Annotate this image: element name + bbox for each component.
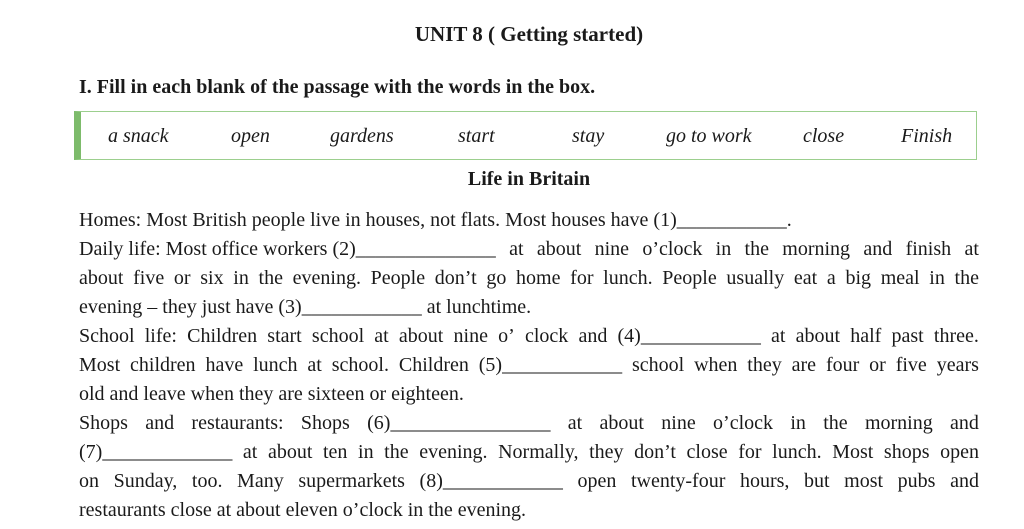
- passage-line: [79, 351, 979, 380]
- passage-word: (6)________________: [367, 412, 551, 434]
- passage-word: shops: [883, 441, 930, 463]
- passage-word: home: [516, 267, 561, 289]
- passage-word: too.: [191, 470, 223, 492]
- passage-word: at: [567, 412, 583, 434]
- passage-word: (8)____________: [419, 470, 563, 492]
- passage-word: Children: [187, 325, 258, 347]
- passage-word: about: [599, 412, 644, 434]
- passage-word: about: [398, 325, 444, 347]
- passage-word: open: [577, 470, 617, 492]
- passage-word: School: [79, 325, 135, 347]
- passage-word: children: [130, 354, 196, 376]
- passage-word: at: [374, 325, 389, 347]
- passage-word: Most: [832, 441, 874, 463]
- passage-word: o’clock: [713, 412, 774, 434]
- passage-word: Many: [237, 470, 284, 492]
- passage-word: morning: [782, 238, 851, 260]
- passage-word: o’clock: [642, 238, 703, 260]
- passage-word: the: [954, 267, 979, 289]
- passage-word: school.: [331, 354, 389, 376]
- passage-word: ten: [322, 441, 348, 463]
- passage-word: about: [795, 325, 841, 347]
- passage-word: Sunday,: [113, 470, 178, 492]
- passage-word: and: [863, 238, 893, 260]
- word-option: Finish: [901, 125, 953, 147]
- passage-word: Shops: [79, 412, 128, 434]
- passage-word: open: [940, 441, 979, 463]
- passage-word: Children: [398, 354, 469, 376]
- passage-word: eat: [793, 267, 818, 289]
- passage-word: evening.: [419, 441, 488, 463]
- passage-word: don’t: [434, 267, 477, 289]
- passage-word: go: [486, 267, 507, 289]
- passage-word: when: [694, 354, 738, 376]
- passage-word: at: [307, 354, 322, 376]
- passage-word: they: [589, 441, 624, 463]
- passage-word: life:: [144, 325, 177, 347]
- passage-word: at: [964, 238, 979, 260]
- passage-word: Homes: Most British people live in houses, not flats. Most houses have (1)___________.: [79, 209, 792, 231]
- passage-line: [79, 206, 979, 235]
- passage-word: and: [578, 325, 608, 347]
- passage-word: People: [662, 267, 717, 289]
- passage-word: supermarkets: [298, 470, 405, 492]
- passage-word: in: [929, 267, 945, 289]
- passage-word: at: [771, 325, 786, 347]
- passage-word: but: [804, 470, 830, 492]
- passage-word: school: [631, 354, 685, 376]
- passage-word: about: [79, 267, 124, 289]
- section-heading: I. Fill in each blank of the passage with the words in the box.: [79, 76, 596, 98]
- passage-word: or: [869, 354, 886, 376]
- passage-word: on: [79, 470, 99, 492]
- passage-word: don’t: [634, 441, 676, 463]
- passage-word: have: [205, 354, 244, 376]
- passage-line: [79, 496, 979, 525]
- passage-word: evening.: [292, 267, 361, 289]
- passage-word: nine: [661, 412, 696, 434]
- passage-word: usually: [726, 267, 785, 289]
- word-option: close: [803, 125, 845, 147]
- word-option: start: [458, 125, 495, 147]
- passage-word: in: [233, 267, 249, 289]
- passage-word: pubs: [897, 470, 936, 492]
- passage-word: and: [950, 412, 979, 434]
- passage-word: at: [242, 441, 258, 463]
- passage-word: People: [370, 267, 426, 289]
- passage-word: the: [384, 441, 409, 463]
- passage-word: meal: [880, 267, 920, 289]
- passage-word: about: [267, 441, 313, 463]
- passage-word: lunch.: [772, 441, 822, 463]
- passage-word: four: [825, 354, 860, 376]
- passage-word: nine: [594, 238, 630, 260]
- passage-line: [79, 322, 979, 351]
- passage-word: years: [936, 354, 979, 376]
- passage-word: about: [536, 238, 582, 260]
- passage-word: and: [950, 470, 979, 492]
- word-option: go to work: [666, 125, 752, 147]
- passage-word: are: [791, 354, 817, 376]
- passage-word: in: [715, 238, 732, 260]
- passage-word: at: [509, 238, 524, 260]
- passage-word: clock: [524, 325, 569, 347]
- passage-word: o’: [498, 325, 515, 347]
- passage-word: the: [823, 412, 848, 434]
- passage-line: [79, 235, 979, 264]
- passage-word: (7)_____________: [79, 441, 233, 463]
- passage-word: lunch.: [603, 267, 653, 289]
- passage-word: the: [258, 267, 283, 289]
- passage-word: start: [267, 325, 302, 347]
- passage-word: twenty-four: [630, 470, 726, 492]
- passage-word: Shops: [300, 412, 350, 434]
- passage-word: past: [891, 325, 924, 347]
- unit-title: UNIT 8 ( Getting started): [414, 22, 644, 46]
- passage-word: (5)____________: [478, 354, 623, 376]
- word-option: stay: [572, 125, 605, 147]
- passage-word: restaurants:: [191, 412, 284, 434]
- word-box: [74, 111, 977, 160]
- passage-word: and: [145, 412, 175, 434]
- passage-word: five: [895, 354, 927, 376]
- passage-word: Normally,: [498, 441, 579, 463]
- passage-word: old and leave when they are sixteen or eighteen.: [79, 383, 464, 405]
- passage-word: Daily life: Most office workers (2)______________: [79, 238, 496, 260]
- passage-line: [79, 293, 979, 322]
- passage-word: for: [570, 267, 594, 289]
- passage-word: restaurants close at about eleven o’clock in the evening.: [79, 499, 527, 521]
- passage-word: half: [850, 325, 882, 347]
- passage-line: [79, 438, 979, 467]
- word-option: gardens: [330, 125, 394, 147]
- passage-word: six: [200, 267, 224, 289]
- passage-line: [79, 264, 979, 293]
- passage-line: [79, 380, 979, 409]
- word-option: a snack: [108, 125, 169, 147]
- passage-word: evening – they just have (3)____________ at lunchtime.: [79, 296, 532, 318]
- passage-word: morning: [864, 412, 933, 434]
- passage-title: Life in Britain: [467, 168, 591, 190]
- passage-word: the: [744, 238, 769, 260]
- passage-word: in: [790, 412, 806, 434]
- passage-word: hours,: [739, 470, 790, 492]
- passage-word: lunch: [253, 354, 298, 376]
- passage-word: three.: [933, 325, 979, 347]
- passage-word: they: [747, 354, 782, 376]
- passage-word: school: [311, 325, 365, 347]
- passage-word: five: [133, 267, 165, 289]
- passage-word: nine: [453, 325, 488, 347]
- passage-word: most: [844, 470, 884, 492]
- passage-word: finish: [905, 238, 952, 260]
- passage-word: Most: [79, 354, 121, 376]
- passage-word: for: [738, 441, 762, 463]
- word-option: open: [231, 125, 270, 147]
- passage-word: or: [173, 267, 191, 289]
- passage-word: (4)____________: [617, 325, 761, 347]
- passage-word: close: [686, 441, 728, 463]
- passage-word: in: [358, 441, 374, 463]
- passage-line: [79, 409, 979, 438]
- passage-word: big: [845, 267, 872, 289]
- passage-line: [79, 467, 979, 496]
- passage-word: a: [826, 267, 836, 289]
- passage-text: [79, 206, 979, 525]
